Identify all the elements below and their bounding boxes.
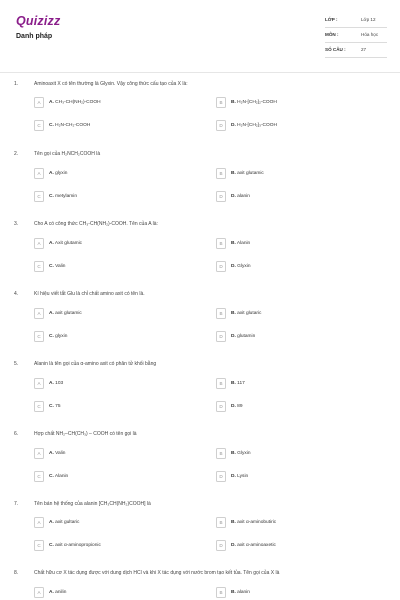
answer-option[interactable]: A A. Axit glutamic [34,238,184,251]
option-letter-box: B [216,238,226,249]
question-number: 8. [14,570,19,576]
option-letter-box: D [216,261,226,272]
answer-option[interactable]: B B. H₂N-[CH₂]₂-COOH [216,97,366,110]
answer-option[interactable]: C C. H₂N-CH₂-COOH [34,120,184,133]
option-letter-box: A [34,97,44,108]
option-letter-box: B [216,378,226,389]
answer-option[interactable]: C C. metylamin [34,191,184,204]
option-letter-box: B [216,448,226,459]
option-text: Lysin [237,473,249,479]
option-letter-box: A [34,238,44,249]
answer-option[interactable]: B B. alanin [216,587,366,600]
answer-option[interactable]: B B. axit α-aminobutiric [216,517,366,530]
question-text: Alanin là tên gọi của α-amino axit có phân tử khối bằng [34,361,157,367]
question-text: Tên bán hệ thống của alanin [CH₃CH(NH₂)COOH] là [34,501,151,507]
option-letter-box: A [34,168,44,179]
answer-option[interactable]: B B. axit glutaric [216,308,366,321]
header-divider [0,72,400,73]
option-letter-box: B [216,97,226,108]
option-text: Alanin [54,473,69,479]
question-text: Hợp chất NH₂–CH(CH₃) – COOH có tên gọi là [34,431,137,437]
answer-option[interactable]: C C. axit α-aminopropionic [34,540,184,553]
answer-option[interactable]: C C. 75 [34,401,184,414]
worksheet-header [0,0,400,72]
answer-option[interactable]: D D. alanin [216,191,366,204]
answer-option[interactable]: D D. H₂N-[CH₂]₃-COOH [216,120,366,133]
question-count-label: SỐ CÂU : [325,47,346,52]
option-text: H₂N-[CH₂]₂-COOH [237,99,277,105]
question-number: 6. [14,431,19,437]
subject-value: Hóa học [361,32,379,37]
option-letter-box: C [34,261,44,272]
answer-option[interactable]: C C. glyxin [34,331,184,344]
option-text: 89 [237,403,243,409]
question-text: Kí hiệu viết tắt Glu là chỉ chất amino axit có tên là. [34,291,145,297]
meta-divider [325,42,387,43]
answer-option[interactable]: A A. anilin [34,587,184,600]
option-text: metylamin [55,193,78,199]
answer-option[interactable]: D D. 89 [216,401,366,414]
meta-divider [325,27,387,28]
question-number: 5. [14,361,19,367]
option-letter-box: D [216,120,226,131]
option-text: axit α-aminopropionic [55,542,101,548]
option-letter-box: A [34,308,44,319]
option-letter-box: A [34,517,44,528]
option-text: glutamin [237,333,256,339]
option-text: anilin [55,589,67,595]
option-text: glyxin [55,333,68,339]
option-letter-box: C [34,401,44,412]
answer-option[interactable]: D D. axit α-aminoaxetic [216,540,366,553]
meta-divider [325,57,387,58]
answer-option[interactable]: C C. Valin [34,261,184,274]
grade-value: Lớp 12 [361,17,376,22]
option-text: Valin [55,450,66,456]
option-text: axit glutamic [55,310,82,316]
option-text: axit glutamic [237,170,264,176]
answer-option[interactable]: B B. axit glutamic [216,168,366,181]
option-text: axit glutaric [237,310,262,316]
option-text: glyxin [55,170,68,176]
option-text: H₂N-[CH₂]₃-COOH [237,122,277,128]
quizizz-logo: Quizizz [16,14,61,28]
question-count-value: 27 [361,47,367,52]
option-text: Alanin [236,240,251,246]
option-text: Glyxin [237,450,251,456]
answer-option[interactable]: A A. Valin [34,448,184,461]
option-letter-box: B [216,308,226,319]
question-number: 4. [14,291,19,297]
answer-option[interactable]: C C. Alanin [34,471,184,484]
option-text: 103 [55,380,64,386]
option-text: Glyxin [237,263,251,269]
option-text: axit α-aminoaxetic [237,542,276,548]
answer-option[interactable]: D D. Lysin [216,471,366,484]
option-text: alanin [237,193,250,199]
question-text: Tên gọi của H₂NCH₂COOH là [34,151,101,157]
option-text: 75 [55,403,61,409]
question-number: 3. [14,221,19,227]
option-letter-box: D [216,471,226,482]
question-text: Aminoaxit X có tên thường là Glyxin. Vậy công thức cấu tạo của X là: [34,81,188,87]
option-letter-box: D [216,540,226,551]
option-text: CH₃-CH(NH₂)-COOH [55,99,101,105]
answer-option[interactable]: A A. 103 [34,378,184,391]
question-number: 7. [14,501,19,507]
option-letter-box: D [216,191,226,202]
answer-option[interactable]: D D. glutamin [216,331,366,344]
option-letter-box: D [216,401,226,412]
option-text: 117 [237,380,245,386]
question-text: Chất hữu cơ X tác dụng được với dung dịch HCl và khi X tác dụng với nước brom tạo kết tủa. Tên gọi của X là [34,570,280,576]
subject-label: MÔN : [325,32,339,37]
answer-option[interactable]: B B. 117 [216,378,366,391]
option-letter-box: C [34,191,44,202]
option-text: Axit glutamic [54,240,83,246]
answer-option[interactable]: B B. Alanin [216,238,366,251]
option-text: alanin [237,589,250,595]
worksheet-topic: Danh pháp [16,33,53,40]
option-letter-box: C [34,331,44,342]
question-number: 2. [14,151,19,157]
option-letter-box: B [216,168,226,179]
answer-option[interactable]: A A. axit glutamic [34,308,184,321]
option-letter-box: A [34,448,44,459]
option-text: axit gultaric [55,519,80,525]
option-text: Valin [55,263,66,269]
answer-option[interactable]: D D. Glyxin [216,261,366,274]
question-text: Cho A có công thức CH₃-CH(NH₂)-COOH. Tên của A là: [34,221,158,227]
option-text: H₂N-CH₂-COOH [55,122,91,128]
option-letter-box: C [34,120,44,131]
option-letter-box: C [34,471,44,482]
grade-label: LỚP : [325,17,338,22]
option-letter-box: B [216,587,226,598]
answer-option[interactable]: A A. axit gultaric [34,517,184,530]
answer-option[interactable]: B B. Glyxin [216,448,366,461]
question-number: 1. [14,81,19,87]
answer-option[interactable]: A A. CH₃-CH(NH₂)-COOH [34,97,184,110]
option-text: axit α-aminobutiric [237,519,277,525]
option-letter-box: B [216,517,226,528]
option-letter-box: A [34,587,44,598]
option-letter-box: D [216,331,226,342]
answer-option[interactable]: A A. glyxin [34,168,184,181]
option-letter-box: A [34,378,44,389]
option-letter-box: C [34,540,44,551]
